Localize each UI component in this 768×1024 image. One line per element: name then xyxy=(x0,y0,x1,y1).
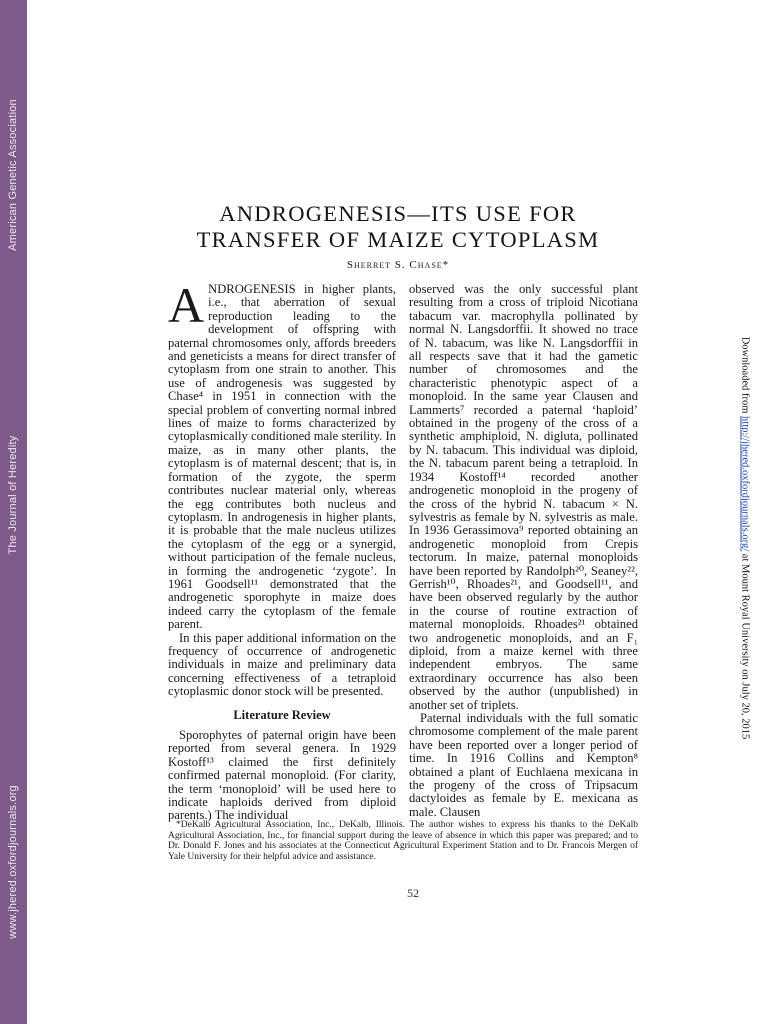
paragraph: Paternal individuals with the full somatic chromosome complement of the male parent have been reported over a longer period of time. In 1916 Collins and Kempton⁸ obtained a plant of Euchlaena mexicana in the progeny of the cross of Tripsacum dactyloides as female by E. mexicana as male. Clausen xyxy=(409,711,638,819)
download-note-suffix: at Mount Royal University on July 20, 2015 xyxy=(739,551,751,740)
section-heading: Literature Review xyxy=(233,707,331,722)
article-author: Sherret S. Chase* xyxy=(346,259,450,271)
footnote-text: *DeKalb Agricultural Association, Inc., DeKalb, Illinois. The author wishes to express his thanks to the DeKalb Agricultural Association, Inc., for financial support during the leave of absence in which this paper was prepared; and to Dr. Donald F. Jones and his associates at the Connecticut Agricultural Experiment Station and to Dr. Francois Mergen of Yale University for their helpful advice and assistance. xyxy=(168,820,638,862)
sidebar-association-name: American Genetic Association xyxy=(7,99,19,251)
intro-paragraph-text: NDROGENESIS in higher plants, i.e., that aberration of sexual reproduction leading to the development of offspring with paternal chromosomes only, affords breeders and geneticists a means for direct transfer of cytoplasm from one strain to another. This use of androgenesis was suggested by Chase⁴ in 1951 in connection with the special problem of converting normal inbred lines of maize to forms characterized by cytoplasmically conditioned male sterility. In maize, as in many other plants, the cytoplasm is of maternal descent; that is, in formation of the zygote, the sperm contributes nuclear material only, whereas the egg contributes both nucleus and cytoplasm. In androgenesis in higher plants, it is probable that the male nucleus utilizes the cytoplasm of the egg or a synergid, without participation of the female nucleus, in forming the androgenetic ‘zygote’. In 1961 Goodsell¹¹ demonstrated that the androgenetic sporophyte in maize does indeed carry the cytoplasm of the female parent. xyxy=(168,282,396,632)
article-title-line-1: ANDROGENESIS—ITS USE FOR xyxy=(219,201,577,226)
left-column xyxy=(168,277,396,823)
download-note-prefix: Downloaded from xyxy=(739,336,751,417)
download-note xyxy=(740,337,751,740)
intro-paragraph xyxy=(168,277,396,632)
page-number: 52 xyxy=(407,886,419,900)
paragraph: observed was the only successful plant resulting from a cross of triploid Nicotiana tabacum var. macrophylla pollinated by normal N. Langsdorffii. It showed no trace of N. tabacum, was like N. Langsdorffii in all respects save that it had the gametic number of chromosomes and the characteristic phenotypic aspect of a monoploid. In the same year Clausen and Lammerts⁷ recorded a paternal ‘haploid’ obtained in the progeny of the cross of a synthetic amphiploid, N. digluta, pollinated by N. tabacum. This individual was diploid, the N. tabacum parent being a tetraploid. In 1934 Kostoff¹⁴ recorded another androgenetic monoploid in the progeny of the cross of the hybrid N. tabacum × N. sylvestris as female by N. sylvestris as male. In 1936 Gerassimova⁹ reported obtaining an androgenetic monoploid from Crepis tectorum. In maize, paternal monoploids have been reported by Randolph²⁰, Seaney²², Gerrish¹⁰, Rhoades²¹, and Goodsell¹¹, and have been observed regularly by the author in the course of routine extraction of maternal monoploids. Rhoades²¹ obtained two androgenetic monoploids, and an F₁ diploid, from a maize kernel with three independent embryos. The same extraordinary occurrence has also been observed by the author (unpublished) in another set of triplets. xyxy=(409,282,638,712)
right-column xyxy=(409,283,638,819)
paragraph: In this paper additional information on the frequency of occurrence of androgenetic individuals in maize and preliminary data concerning effectiveness of a tetraploid cytoplasmic donor stock will be presented. xyxy=(168,630,396,699)
sidebar-journal-url[interactable]: www.jhered.oxfordjournals.org xyxy=(7,785,19,939)
footnote xyxy=(168,820,638,862)
download-link[interactable]: http://jhered.oxfordjournals.org/ xyxy=(739,416,751,552)
paragraph: Sporophytes of paternal origin have been reported from several genera. In 1929 Kostoff¹³ claimed the first definitely confirmed paternal monoploid. (For clarity, the term ‘monoploid’ will be used here to indicate haploids derived from diploid parents.) The individual xyxy=(168,728,396,823)
sidebar-journal-name: The Journal of Heredity xyxy=(7,435,19,555)
article-title-line-2: TRANSFER OF MAIZE CYTOPLASM xyxy=(196,227,600,252)
drop-cap: A xyxy=(168,277,205,333)
journal-sidebar xyxy=(0,0,27,1024)
